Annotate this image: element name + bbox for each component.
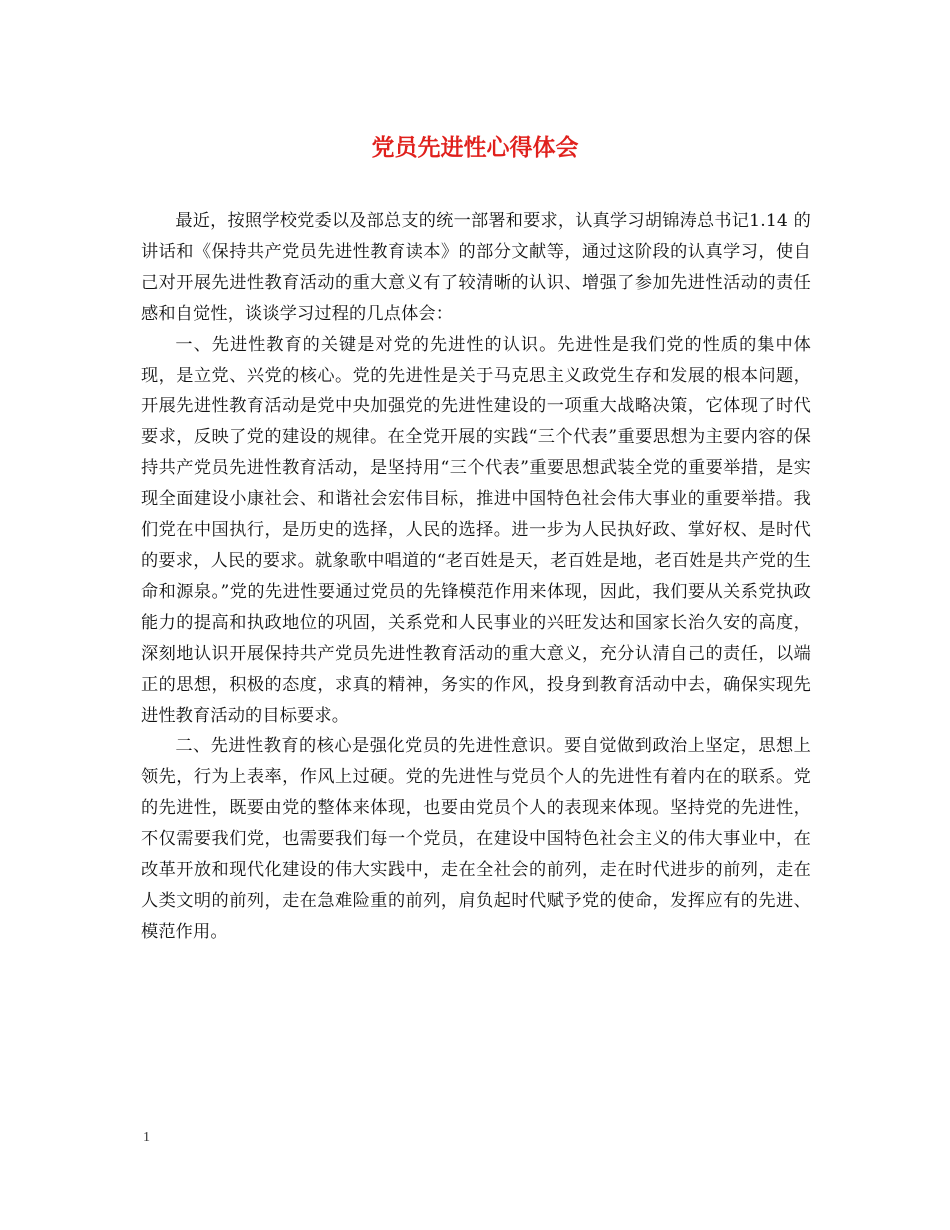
paragraph-section-1: 一、先进性教育的关键是对党的先进性的认识。先进性是我们党的性质的集中体现，是立党、兴党的核心。党的先进性是关于马克思主义政党生存和发展的根本问题，开展先进性教育活动是党中央加强党的先进性建设的一项重大战略决策，它体现了时代要求，反映了党的建设的规律。在全党开展的实践“三个代表”重要思想为主要内容的保持共产党员先进性教育活动，是坚持用“三个代表”重要思想武装全党的重要举措，是实现全面建设小康社会、和谐社会宏伟目标，推进中国特色社会伟大事业的重要举措。我们党在中国执行，是历史的选择，人民的选择。进一步为人民执好政、掌好权、是时代的要求，人民的要求。就象歌中唱道的“老百姓是天，老百姓是地，老百姓是共产党的生命和源泉。”党的先进性要通过党员的先锋模范作用来体现，因此，我们要从关系党执政能力的提高和执政地位的巩固，关系党和人民事业的兴旺发达和国家长治久安的高度，深刻地认识开展保持共产党员先进性教育活动的重大意义，充分认清自己的责任，以端正的思想，积极的态度，求真的精神，务实的作风，投身到教育活动中去，确保实现先进性教育活动的目标要求。 — [141, 334, 811, 726]
paragraph-intro: 最近，按照学校党委以及部总支的统一部署和要求，认真学习胡锦涛总书记1.14 的讲话和《保持共产党员先进性教育读本》的部分文献等，通过这阶段的认真学习，使自己对开展先进性教育活动的重大意义有了较清晰的认识、增强了参加先进性活动的责任感和自觉性，谈谈学习过程的几点体会： — [141, 211, 811, 324]
document-body — [141, 206, 811, 948]
page-number: 1 — [143, 1130, 150, 1145]
document-title: 党员先进性心得体会 — [371, 134, 579, 161]
paragraph-section-2: 二、先进性教育的核心是强化党员的先进性意识。要自觉做到政治上坚定，思想上领先，行为上表率，作风上过硬。党的先进性与党员个人的先进性有着内在的联系。党的先进性，既要由党的整体来体现，也要由党员个人的表现来体现。坚持党的先进性，不仅需要我们党，也需要我们每一个党员，在建设中国特色社会主义的伟大事业中，在改革开放和现代化建设的伟大实践中，走在全社会的前列，走在时代进步的前列，走在人类文明的前列，走在急难险重的前列，肩负起时代赋予党的使命，发挥应有的先进、模范作用。 — [141, 736, 811, 942]
